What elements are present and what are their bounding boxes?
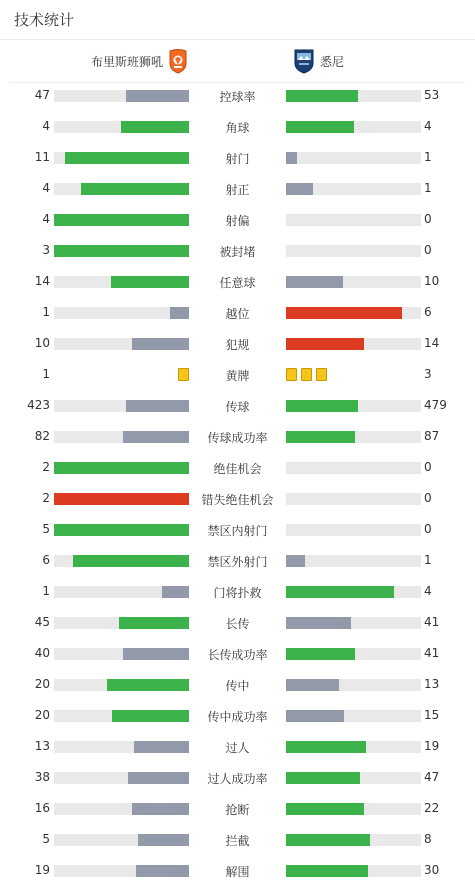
home-stat-value: 2 — [42, 460, 50, 474]
home-stat-bar — [54, 772, 189, 784]
home-stat-bar-fill — [123, 648, 189, 660]
away-stat-bar-fill — [286, 741, 366, 753]
yellow-card-icon — [178, 368, 189, 381]
away-stat-value: 0 — [424, 491, 432, 505]
yellow-card-icon — [286, 368, 297, 381]
stat-label: 拦截 — [225, 834, 250, 848]
stat-row — [0, 458, 475, 478]
away-stat-bar — [286, 834, 421, 846]
stat-row — [0, 365, 475, 385]
stat-label: 错失绝佳机会 — [201, 493, 274, 507]
away-stat-value: 3 — [424, 367, 432, 381]
stat-label: 传中 — [225, 679, 250, 693]
home-stat-bar-fill — [123, 431, 189, 443]
away-stat-bar — [286, 586, 421, 598]
away-stat-value: 14 — [424, 336, 440, 350]
away-stat-bar-fill — [286, 431, 355, 443]
home-stat-bar — [54, 679, 189, 691]
stat-label: 禁区内射门 — [207, 524, 268, 538]
away-stat-bar-fill — [286, 555, 305, 567]
stat-row — [0, 148, 475, 168]
away-stat-value: 87 — [424, 429, 440, 443]
stat-row — [0, 768, 475, 788]
home-stat-bar — [54, 648, 189, 660]
home-stat-bar-fill — [162, 586, 189, 598]
away-stat-value: 41 — [424, 646, 440, 660]
stat-row — [0, 489, 475, 509]
home-team-name: 布里斯班狮吼 — [90, 55, 163, 69]
home-stat-bar-fill — [81, 183, 189, 195]
away-stat-value: 0 — [424, 522, 432, 536]
away-stat-bar — [286, 710, 421, 722]
away-stat-value: 19 — [424, 739, 440, 753]
stat-label: 传球成功率 — [207, 431, 268, 445]
away-stat-bar — [286, 679, 421, 691]
away-stat-bar-fill — [286, 834, 370, 846]
home-stat-value: 5 — [42, 522, 50, 536]
home-stat-bar-fill — [132, 338, 189, 350]
stat-label: 门将扑救 — [213, 586, 262, 600]
home-stat-bar — [54, 710, 189, 722]
away-stat-bar — [286, 338, 421, 350]
home-stat-bar-fill — [54, 462, 189, 474]
home-stat-bar — [54, 152, 189, 164]
away-stat-bar-fill — [286, 121, 354, 133]
home-stat-value: 38 — [34, 770, 50, 784]
away-stat-bar-fill — [286, 152, 297, 164]
stat-row — [0, 551, 475, 571]
home-stat-bar-fill — [54, 524, 189, 536]
home-stat-bar — [54, 586, 189, 598]
home-stat-bar — [54, 493, 189, 505]
away-stat-bar — [286, 152, 421, 164]
home-stat-bar — [54, 338, 189, 350]
away-stat-bar — [286, 307, 421, 319]
stat-label: 射门 — [225, 152, 250, 166]
stat-row — [0, 737, 475, 757]
stat-row — [0, 210, 475, 230]
stat-row — [0, 427, 475, 447]
away-stat-bar — [286, 245, 421, 257]
stat-label: 解围 — [225, 865, 250, 879]
away-stat-value: 6 — [424, 305, 432, 319]
stat-label: 长传成功率 — [207, 648, 268, 662]
home-stat-bar-fill — [134, 741, 189, 753]
home-stat-value: 14 — [34, 274, 50, 288]
home-stat-value: 47 — [34, 88, 50, 102]
away-team-logo — [294, 48, 314, 74]
stat-label: 抢断 — [225, 803, 250, 817]
stat-label: 过人成功率 — [207, 772, 268, 786]
home-stat-bar — [54, 121, 189, 133]
away-stat-value: 4 — [424, 584, 432, 598]
away-stat-bar-fill — [286, 90, 358, 102]
home-stat-bar-fill — [128, 772, 189, 784]
away-stat-bar — [286, 524, 421, 536]
away-stat-bar — [286, 865, 421, 877]
away-yellow-cards — [286, 368, 327, 381]
home-stat-value: 6 — [42, 553, 50, 567]
home-stat-bar-fill — [112, 710, 189, 722]
home-stat-bar — [54, 431, 189, 443]
home-stat-bar — [54, 90, 189, 102]
home-stat-bar — [54, 741, 189, 753]
away-stat-bar-fill — [286, 586, 394, 598]
home-stat-bar-fill — [65, 152, 189, 164]
stat-label: 越位 — [225, 307, 250, 321]
home-stat-bar — [54, 617, 189, 629]
home-stat-value: 4 — [42, 181, 50, 195]
home-stat-bar-fill — [136, 865, 189, 877]
home-stat-value: 16 — [34, 801, 50, 815]
away-stat-bar-fill — [286, 617, 351, 629]
stat-label: 任意球 — [219, 276, 256, 290]
stat-row — [0, 582, 475, 602]
home-stat-bar — [54, 803, 189, 815]
away-stat-bar-fill — [286, 400, 358, 412]
away-stat-bar-fill — [286, 307, 402, 319]
stat-row — [0, 86, 475, 106]
stat-row — [0, 520, 475, 540]
home-stat-bar-fill — [126, 90, 189, 102]
away-stat-bar — [286, 803, 421, 815]
away-stat-value: 0 — [424, 212, 432, 226]
away-stat-value: 1 — [424, 181, 432, 195]
home-team-logo — [168, 48, 188, 74]
home-stat-value: 20 — [34, 708, 50, 722]
stat-row — [0, 179, 475, 199]
yellow-card-icon — [301, 368, 312, 381]
stat-row — [0, 613, 475, 633]
stat-label: 射正 — [225, 183, 250, 197]
teams-header — [10, 40, 465, 83]
stat-row — [0, 396, 475, 416]
stat-row — [0, 272, 475, 292]
home-stat-bar — [54, 307, 189, 319]
home-yellow-cards — [178, 368, 189, 381]
away-stat-value: 8 — [424, 832, 432, 846]
home-stat-value: 1 — [42, 584, 50, 598]
home-stat-value: 40 — [34, 646, 50, 660]
away-stat-bar-fill — [286, 276, 343, 288]
home-stat-value: 1 — [42, 305, 50, 319]
stat-label: 射偏 — [225, 214, 250, 228]
away-stat-bar-fill — [286, 865, 368, 877]
stat-label: 传中成功率 — [207, 710, 268, 724]
away-stat-bar-fill — [286, 772, 360, 784]
stat-row — [0, 334, 475, 354]
stat-label: 绝佳机会 — [213, 462, 262, 476]
home-stat-value: 13 — [34, 739, 50, 753]
home-stat-value: 2 — [42, 491, 50, 505]
stat-label: 黄牌 — [225, 369, 250, 383]
home-stat-bar — [54, 462, 189, 474]
away-stat-bar — [286, 431, 421, 443]
home-stat-bar-fill — [126, 400, 189, 412]
home-stat-bar-fill — [111, 276, 189, 288]
away-stat-value: 10 — [424, 274, 440, 288]
home-stat-bar — [54, 400, 189, 412]
home-stat-value: 10 — [34, 336, 50, 350]
home-stat-bar — [54, 183, 189, 195]
away-stat-value: 15 — [424, 708, 440, 722]
away-stat-bar — [286, 90, 421, 102]
away-stat-bar — [286, 493, 421, 505]
home-stat-value: 5 — [42, 832, 50, 846]
stat-label: 长传 — [225, 617, 250, 631]
home-stat-value: 1 — [42, 367, 50, 381]
stat-row — [0, 303, 475, 323]
home-stat-bar-fill — [119, 617, 189, 629]
away-stat-bar-fill — [286, 183, 313, 195]
away-team-name: 悉尼 — [320, 55, 345, 69]
away-stat-value: 479 — [424, 398, 447, 412]
stat-row — [0, 675, 475, 695]
stat-label: 禁区外射门 — [207, 555, 268, 569]
home-stat-bar — [54, 214, 189, 226]
home-stat-bar-fill — [138, 834, 189, 846]
away-stat-value: 30 — [424, 863, 440, 877]
stat-row — [0, 117, 475, 137]
home-stat-value: 423 — [27, 398, 50, 412]
home-stat-bar-fill — [107, 679, 189, 691]
home-stat-bar — [54, 524, 189, 536]
home-stat-bar-fill — [54, 493, 189, 505]
home-stat-bar-fill — [170, 307, 189, 319]
away-stat-bar — [286, 648, 421, 660]
away-stat-bar — [286, 214, 421, 226]
home-stat-value: 19 — [34, 863, 50, 877]
home-stat-bar — [54, 865, 189, 877]
away-stat-bar-fill — [286, 803, 364, 815]
stat-row — [0, 861, 475, 881]
home-stat-value: 4 — [42, 212, 50, 226]
home-stat-bar-fill — [132, 803, 189, 815]
away-stat-bar — [286, 462, 421, 474]
away-stat-bar-fill — [286, 710, 344, 722]
away-stat-value: 22 — [424, 801, 440, 815]
away-stat-bar — [286, 617, 421, 629]
away-stat-bar — [286, 772, 421, 784]
away-stat-value: 1 — [424, 150, 432, 164]
stat-label: 过人 — [225, 741, 250, 755]
home-stat-value: 11 — [34, 150, 50, 164]
home-stat-bar-fill — [54, 245, 189, 257]
stat-label: 被封堵 — [219, 245, 256, 259]
home-stat-bar-fill — [54, 214, 189, 226]
page-title: 技术统计 — [14, 11, 75, 29]
away-stat-value: 13 — [424, 677, 440, 691]
away-stat-bar-fill — [286, 338, 364, 350]
away-stat-bar — [286, 276, 421, 288]
home-stat-value: 45 — [34, 615, 50, 629]
stat-row — [0, 830, 475, 850]
home-stat-bar — [54, 245, 189, 257]
home-stat-value: 3 — [42, 243, 50, 257]
away-stat-bar — [286, 400, 421, 412]
home-stat-bar — [54, 555, 189, 567]
home-stat-bar — [54, 834, 189, 846]
away-stat-bar-fill — [286, 648, 355, 660]
stat-label: 角球 — [225, 121, 250, 135]
yellow-card-icon — [316, 368, 327, 381]
home-stat-value: 82 — [34, 429, 50, 443]
stat-row — [0, 644, 475, 664]
away-stat-bar — [286, 555, 421, 567]
away-stat-value: 0 — [424, 460, 432, 474]
away-stat-bar — [286, 741, 421, 753]
away-stat-bar — [286, 183, 421, 195]
home-stat-bar-fill — [73, 555, 189, 567]
away-stat-bar — [286, 121, 421, 133]
stat-label: 传球 — [225, 400, 250, 414]
away-stat-value: 0 — [424, 243, 432, 257]
away-stat-value: 47 — [424, 770, 440, 784]
away-stat-value: 1 — [424, 553, 432, 567]
home-stat-value: 4 — [42, 119, 50, 133]
home-stat-bar-fill — [121, 121, 189, 133]
away-stat-value: 41 — [424, 615, 440, 629]
stat-label: 控球率 — [219, 90, 256, 104]
away-stat-value: 4 — [424, 119, 432, 133]
stat-row — [0, 799, 475, 819]
stat-row — [0, 241, 475, 261]
stat-row — [0, 706, 475, 726]
page-title-bar — [0, 0, 475, 40]
home-stat-value: 20 — [34, 677, 50, 691]
away-stat-bar-fill — [286, 679, 339, 691]
home-stat-bar — [54, 276, 189, 288]
away-stat-value: 53 — [424, 88, 440, 102]
stat-label: 犯规 — [225, 338, 250, 352]
